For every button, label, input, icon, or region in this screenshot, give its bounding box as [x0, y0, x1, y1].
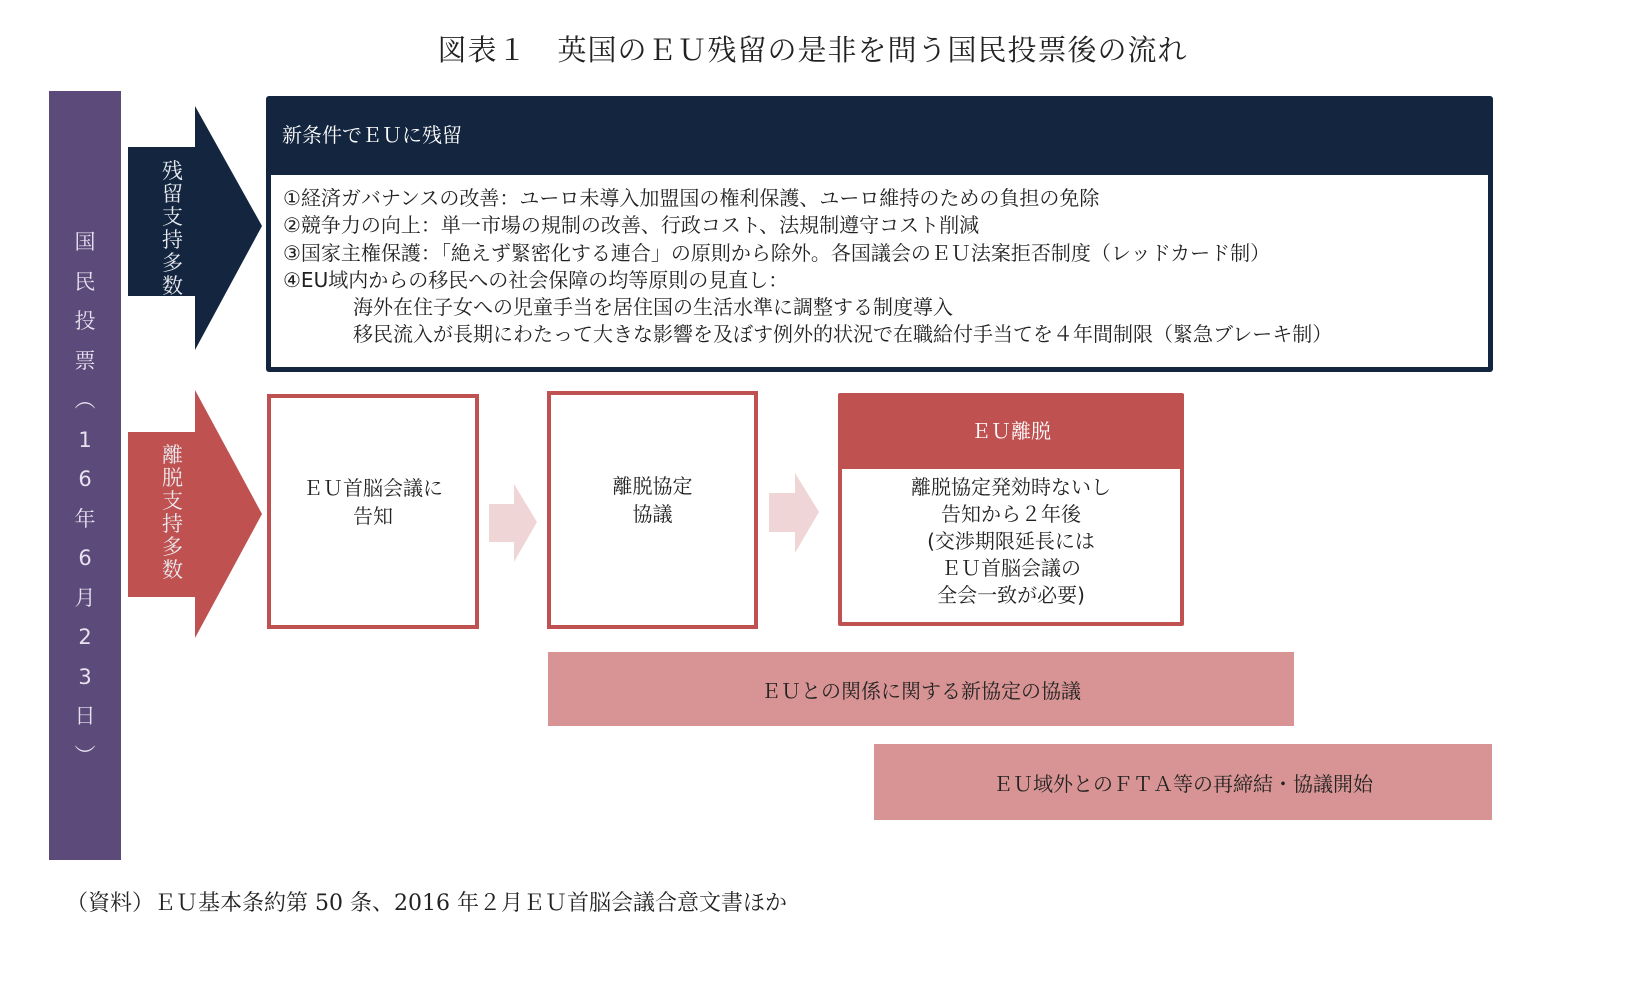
condition-item: ③国家主権保護：「絶えず緊密化する連合」の原則から除外。各国議会のＥＵ法案拒否制度（レッドカード制） — [283, 240, 1271, 265]
referendum-char: 1 — [78, 427, 92, 452]
figure-title: 図表１ 英国のＥＵ残留の是非を問う国民投票後の流れ — [437, 33, 1188, 67]
remain-majority-arrow — [128, 106, 264, 352]
referendum-char: 投 — [74, 309, 96, 333]
condition-sub-item: 海外在住子女への児童手当を居住国の生活水準に調整する制度導入 — [353, 295, 953, 320]
remain-conditions-header: 新条件でＥＵに残留 — [282, 123, 462, 147]
referendum-char: ︵ — [74, 388, 96, 412]
remain-conditions-list — [283, 185, 1332, 349]
label-char: 残 — [162, 159, 183, 183]
referendum-char: 国 — [74, 230, 96, 254]
referendum-bar — [49, 91, 121, 860]
condition-sub-item: 移民流入が長期にわたって大きな影響を及ぼす例外的状況で在職給付手当てを４年間制限（緊急ブレーキ制） — [353, 322, 1333, 347]
exit-line: 全会一致が必要) — [937, 583, 1085, 607]
eu-exit-body — [842, 469, 1180, 622]
label-char: 数 — [162, 274, 183, 298]
arrow-right-icon — [128, 106, 264, 352]
step-line: 告知 — [353, 503, 393, 528]
label-char: 数 — [162, 558, 183, 582]
eu-exit-box — [838, 393, 1184, 626]
label-char: 支 — [162, 489, 183, 513]
fta-renegotiation-bar — [874, 744, 1492, 820]
label-char: 持 — [162, 512, 183, 536]
referendum-char: 日 — [74, 704, 96, 728]
step-line: 協議 — [632, 502, 673, 526]
referendum-char: 月 — [74, 585, 96, 610]
label-char: 脱 — [162, 466, 183, 490]
step-notify-eu-council — [267, 394, 479, 629]
referendum-char: 6 — [78, 467, 92, 491]
flow-arrow-1 — [489, 484, 537, 566]
referendum-char: 2 — [78, 625, 92, 649]
condition-item: ②競争力の向上：単一市場の規制の改善、行政コスト、法規制遵守コスト削減 — [283, 213, 980, 238]
referendum-char: 年 — [74, 506, 96, 531]
label-char: 支 — [162, 205, 183, 229]
flow-arrow-2 — [769, 473, 819, 557]
step-text — [303, 474, 443, 530]
step-line: 離脱協定 — [612, 474, 693, 498]
referendum-char: 民 — [74, 269, 96, 294]
condition-item: ①経済ガバナンスの改善：ユーロ未導入加盟国の権利保護、ユーロ維持のための負担の免除 — [283, 186, 1100, 210]
label-char: 持 — [162, 228, 183, 252]
exit-line: 離脱協定発効時ないし — [911, 475, 1111, 499]
label-char: 離 — [162, 443, 183, 467]
step-text — [613, 472, 693, 528]
condition-item: ④EU域内からの移民への社会保障の均等原則の見直し： — [283, 267, 789, 292]
leave-majority-label — [162, 444, 183, 582]
referendum-char: 3 — [78, 664, 92, 689]
step-line: ＥＵ首脳会議に — [303, 475, 443, 500]
referendum-char: 6 — [78, 546, 92, 570]
bar-label: ＥＵ域外とのＦＴＡ等の再締結・協議開始 — [993, 771, 1373, 796]
label-char: 留 — [162, 182, 183, 206]
eu-exit-header: ＥＵ離脱 — [971, 419, 1051, 443]
exit-line: (交渉期限延長には — [927, 529, 1095, 553]
label-char: 多 — [162, 251, 183, 275]
arrow-right-icon — [489, 484, 537, 562]
arrow-right-icon — [769, 473, 819, 553]
exit-line: 告知から２年後 — [941, 502, 1081, 526]
exit-line: ＥＵ首脳会議の — [941, 556, 1081, 580]
label-char: 多 — [162, 535, 183, 559]
bar-label: ＥＵとの関係に関する新協定の協議 — [761, 678, 1081, 703]
remain-conditions-body — [271, 175, 1488, 367]
leave-majority-arrow — [128, 390, 264, 640]
referendum-label — [49, 223, 121, 776]
step-exit-agreement-negotiation — [547, 391, 758, 629]
arrow-right-icon — [128, 390, 264, 640]
source-note: （資料）ＥＵ基本条約第 50 条、2016 年２月ＥＵ首脳会議合意文書ほか — [66, 891, 787, 916]
remain-majority-label — [162, 160, 183, 298]
new-eu-agreement-bar — [548, 652, 1294, 726]
referendum-char: ︶ — [74, 743, 96, 768]
referendum-char: 票 — [74, 348, 96, 373]
remain-conditions-box — [266, 96, 1493, 372]
